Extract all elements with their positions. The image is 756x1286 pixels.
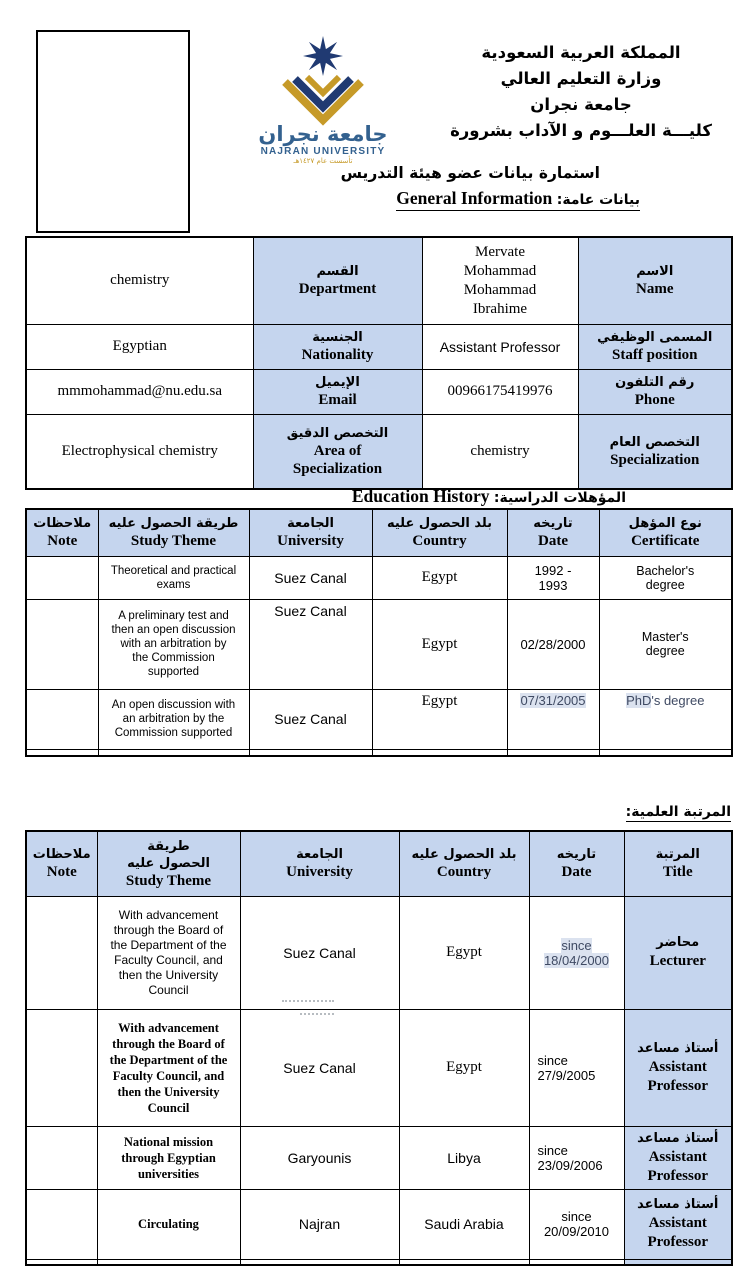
education-history-heading-ar: المؤهلات الدراسية: xyxy=(493,490,626,506)
country-cell: Egypt xyxy=(372,599,507,689)
phone-value: 00966175419976 xyxy=(422,369,578,414)
academic-rank-table xyxy=(25,830,733,1266)
study-theme-cell: With advancement through the Board of the Department of the Faculty Council, and then the University Council xyxy=(97,896,240,1009)
logo-name-english: NAJRAN UNIVERSITY xyxy=(260,146,386,157)
education-col-study-theme: طريقة الحصول عليه Study Theme xyxy=(98,509,249,556)
rank-col-university: الجامعة University xyxy=(240,831,399,896)
date-cell: since 20/09/2010 xyxy=(529,1189,624,1259)
academic-rank-heading-ar: المرتبة العلمية: xyxy=(625,804,731,820)
note-cell xyxy=(26,599,98,689)
nationality-label: الجنسية Nationality xyxy=(253,324,422,369)
rank-row-empty xyxy=(26,1259,732,1265)
department-label: القسم Department xyxy=(253,237,422,324)
rank-row-assistant-professor-2010 xyxy=(26,1189,732,1259)
general-information-heading-en: General Information xyxy=(396,188,553,208)
logo-name-arabic: جامعة نجران xyxy=(258,122,388,146)
country-cell: Egypt xyxy=(372,689,507,749)
specialization-value: chemistry xyxy=(422,414,578,489)
university-cell: Suez Canal xyxy=(249,599,372,689)
study-theme-cell: A preliminary test and then an open discussion with an arbitration by the Commission supported xyxy=(98,599,249,689)
education-col-university: الجامعة University xyxy=(249,509,372,556)
general-row-email-phone xyxy=(26,369,732,414)
note-cell xyxy=(26,896,97,1009)
note-cell xyxy=(26,689,98,749)
date-cell: 02/28/2000 xyxy=(507,599,599,689)
name-value: Mervate Mohammad Mohammad Ibrahime xyxy=(422,237,578,324)
name-label: الاسم Name xyxy=(578,237,732,324)
letterhead-line-college: كليـــة العلـــوم و الآداب بشرورة xyxy=(450,121,712,140)
logo-graphic xyxy=(252,34,394,166)
general-information-table xyxy=(25,236,733,490)
specialization-label: التخصص العام Specialization xyxy=(578,414,732,489)
country-cell: Libya xyxy=(399,1126,529,1189)
country-cell: Egypt xyxy=(399,896,529,1009)
education-history-table xyxy=(25,508,733,757)
logo-founded-text: تأسست عام ١٤٢٧هـ xyxy=(293,157,353,165)
logo-chevron-gold-outer xyxy=(285,82,361,120)
phone-label: رقم التلفون Phone xyxy=(578,369,732,414)
education-col-country: بلد الحصول عليه Country xyxy=(372,509,507,556)
general-row-specialization xyxy=(26,414,732,489)
study-theme-cell: Circulating xyxy=(97,1189,240,1259)
general-information-heading xyxy=(396,188,640,211)
university-cell: Suez Canal xyxy=(249,556,372,599)
study-theme-cell: With advancement through the Board of the Department of the Faculty Council, and then the University Council xyxy=(97,1009,240,1126)
education-row-master xyxy=(26,599,732,689)
date-cell: since 23/09/2006 xyxy=(529,1126,624,1189)
title-cell: أستاذ مساعد Assistant Professor xyxy=(624,1189,732,1259)
date-cell: since 18/04/2000 xyxy=(529,896,624,1009)
education-row-phd xyxy=(26,689,732,749)
star-icon xyxy=(303,36,343,76)
general-information-heading-ar: بيانات عامة: xyxy=(556,192,640,208)
rank-col-study-theme: طريقة الحصول عليه Study Theme xyxy=(97,831,240,896)
country-cell: Saudi Arabia xyxy=(399,1189,529,1259)
letterhead-line-ministry: وزارة التعليم العالي xyxy=(500,69,662,88)
form-title: استمارة بيانات عضو هيئة التدريس xyxy=(340,164,600,182)
najran-university-logo xyxy=(252,34,394,166)
note-cell xyxy=(26,1009,97,1126)
staff-position-label: المسمى الوظيفي Staff position xyxy=(578,324,732,369)
nationality-value: Egyptian xyxy=(26,324,253,369)
note-cell xyxy=(26,1126,97,1189)
study-theme-cell: National mission through Egyptian universities xyxy=(97,1126,240,1189)
certificate-cell: PhD's degree xyxy=(599,689,732,749)
letterhead-line-university: جامعة نجران xyxy=(530,95,632,114)
letterhead-line-kingdom: المملكة العربية السعودية xyxy=(481,43,681,62)
university-cell: Suez Canal xyxy=(249,689,372,749)
print-artifact xyxy=(282,1000,334,1002)
university-cell: Suez Canal xyxy=(240,1009,399,1126)
title-cell: أستاذ مساعد Assistant Professor xyxy=(624,1126,732,1189)
rank-row-assistant-professor-2006 xyxy=(26,1126,732,1189)
staff-position-value: Assistant Professor xyxy=(422,324,578,369)
general-row-name-department xyxy=(26,237,732,324)
education-history-heading xyxy=(352,486,626,509)
academic-rank-heading xyxy=(626,804,731,822)
rank-row-lecturer xyxy=(26,896,732,1009)
education-col-certificate: نوع المؤهل Certificate xyxy=(599,509,732,556)
rank-col-title: المرتبة Title xyxy=(624,831,732,896)
rank-row-assistant-professor-2005 xyxy=(26,1009,732,1126)
rank-col-country: بلد الحصول عليه Country xyxy=(399,831,529,896)
rank-header-row xyxy=(26,831,732,896)
education-row-empty xyxy=(26,749,732,756)
date-cell: since 27/9/2005 xyxy=(529,1009,624,1126)
letterhead xyxy=(420,40,742,144)
rank-col-date: تاريخه Date xyxy=(529,831,624,896)
general-row-nationality-position xyxy=(26,324,732,369)
note-cell xyxy=(26,556,98,599)
note-cell xyxy=(26,1189,97,1259)
country-cell: Egypt xyxy=(372,556,507,599)
print-artifact xyxy=(300,1013,334,1015)
study-theme-cell: Theoretical and practical exams xyxy=(98,556,249,599)
education-col-date: تاريخه Date xyxy=(507,509,599,556)
email-value: mmmohammad@nu.edu.sa xyxy=(26,369,253,414)
email-label: الإيميل Email xyxy=(253,369,422,414)
photo-placeholder-box xyxy=(36,30,190,233)
area-of-specialization-label: التخصص الدقيق Area of Specialization xyxy=(253,414,422,489)
rank-col-note: ملاحظات Note xyxy=(26,831,97,896)
title-cell: محاضر Lecturer xyxy=(624,896,732,1009)
education-header-row xyxy=(26,509,732,556)
university-cell: Suez Canal xyxy=(240,896,399,1009)
area-of-specialization-value: Electrophysical chemistry xyxy=(26,414,253,489)
study-theme-cell: An open discussion with an arbitration by the Commission supported xyxy=(98,689,249,749)
university-cell: Najran xyxy=(240,1189,399,1259)
date-cell: 07/31/2005 xyxy=(507,689,599,749)
education-col-note: ملاحظات Note xyxy=(26,509,98,556)
title-cell: أستاذ مساعد Assistant Professor xyxy=(624,1009,732,1126)
country-cell: Egypt xyxy=(399,1009,529,1126)
education-row-bachelor xyxy=(26,556,732,599)
department-value: chemistry xyxy=(26,237,253,324)
certificate-cell: Bachelor's degree xyxy=(599,556,732,599)
university-cell: Garyounis xyxy=(240,1126,399,1189)
education-history-heading-en: Education History xyxy=(351,486,490,506)
certificate-cell: Master's degree xyxy=(599,599,732,689)
date-cell: 1992 - 1993 xyxy=(507,556,599,599)
